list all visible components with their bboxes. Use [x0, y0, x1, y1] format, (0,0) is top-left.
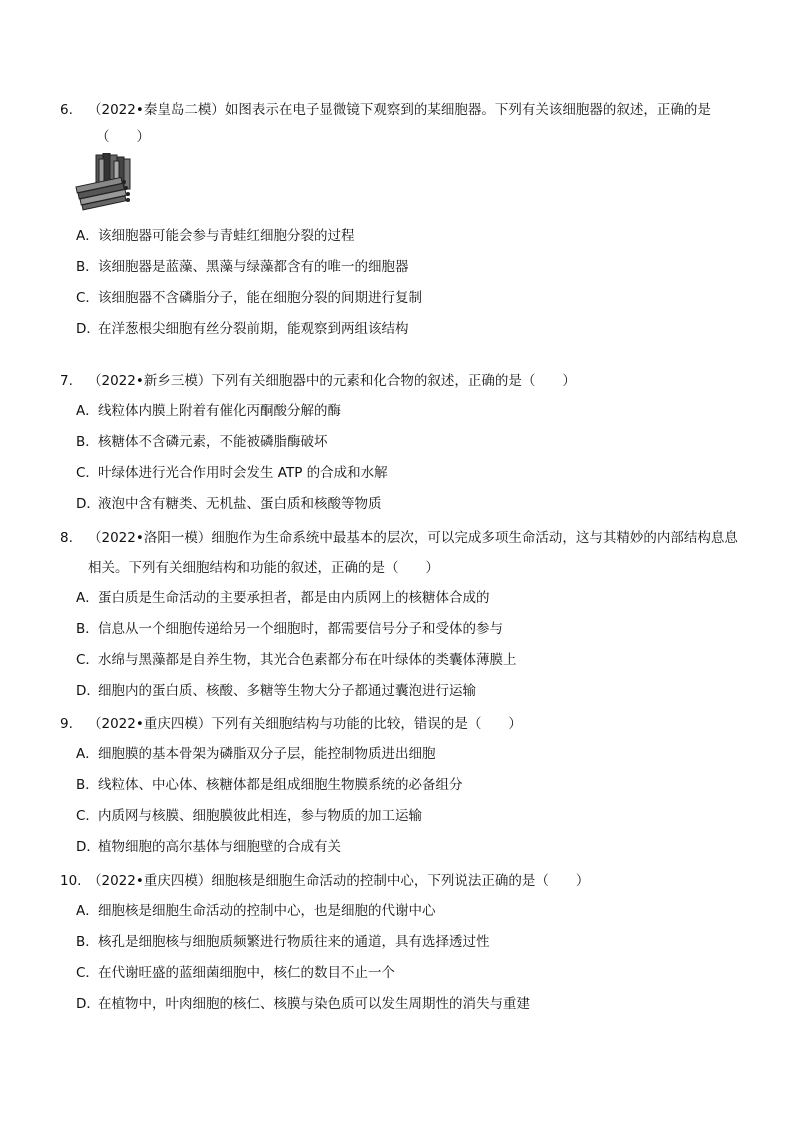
- option-text: 水绵与黑藻都是自养生物，其光合色素都分布在叶绿体的类囊体薄膜上: [98, 652, 517, 668]
- option-text: 液泡中含有糖类、无机盐、蛋白质和核酸等物质: [98, 496, 382, 512]
- question-text: （2022•秦皇岛二模）如图表示在电子显微镜下观察到的某细胞器。下列有关该细胞器的叙述，正确的是: [88, 102, 711, 118]
- option-text: 该细胞器是蓝藻、黑藻与绿藻都含有的唯一的细胞器: [98, 259, 409, 275]
- option-letter: D．: [76, 839, 100, 855]
- question-9: [60, 709, 740, 863]
- option-text: 核糖体不含磷元素，不能被磷脂酶破坏: [98, 434, 328, 450]
- option-letter: B．: [76, 621, 99, 637]
- question-text: （2022•洛阳一模）细胞作为生命系统中最基本的层次，可以完成多项生命活动，这与其精妙的内部结构息息相关。下列有关细胞结构和功能的叙述，正确的是（ ）: [88, 530, 738, 576]
- option-b: [60, 427, 740, 458]
- option-text: 核孔是细胞核与细胞质频繁进行物质往来的通道，具有选择透过性: [98, 934, 490, 950]
- option-letter: A．: [76, 403, 99, 419]
- option-c: [60, 801, 740, 832]
- option-c: [60, 958, 740, 989]
- option-letter: D．: [76, 683, 100, 699]
- question-number: 6.: [60, 102, 73, 118]
- option-text: 细胞核是细胞生命活动的控制中心，也是细胞的代谢中心: [98, 903, 436, 919]
- option-d: [60, 832, 740, 863]
- option-letter: A．: [76, 590, 99, 606]
- option-letter: D．: [76, 496, 100, 512]
- option-letter: B．: [76, 434, 99, 450]
- question-stem: [60, 95, 740, 125]
- option-b: [60, 614, 740, 645]
- question-stem: [60, 709, 740, 739]
- option-text: 内质网与核膜、细胞膜彼此相连，参与物质的加工运输: [98, 808, 422, 824]
- option-letter: A．: [76, 746, 99, 762]
- question-stem: [60, 866, 740, 896]
- question-8: [60, 523, 740, 707]
- option-letter: D．: [76, 996, 100, 1012]
- question-text: （2022•重庆四模）细胞核是细胞生命活动的控制中心，下列说法正确的是（ ）: [88, 873, 590, 889]
- question-stem: [60, 523, 740, 583]
- question-text: （2022•重庆四模）下列有关细胞结构与功能的比较，错误的是（ ）: [88, 716, 522, 732]
- option-a: [60, 396, 740, 427]
- option-d: [60, 989, 740, 1020]
- question-7: [60, 366, 740, 520]
- option-letter: B．: [76, 934, 99, 950]
- question-10: [60, 866, 740, 1020]
- question-6: [60, 95, 740, 345]
- option-a: [60, 583, 740, 614]
- option-text: 该细胞器可能会参与青蛙红细胞分裂的过程: [98, 228, 355, 244]
- option-text: 该细胞器不含磷脂分子，能在细胞分裂的间期进行复制: [98, 290, 422, 306]
- option-letter: B．: [76, 777, 99, 793]
- question-number: 9.: [60, 716, 73, 732]
- option-text: 植物细胞的高尔基体与细胞壁的合成有关: [98, 839, 341, 855]
- option-letter: A．: [76, 228, 99, 244]
- question-number: 7.: [60, 373, 73, 389]
- option-c: [60, 645, 740, 676]
- option-b: [60, 252, 740, 283]
- option-c: [60, 458, 740, 489]
- option-b: [60, 770, 740, 801]
- option-text: 细胞膜的基本骨架为磷脂双分子层，能控制物质进出细胞: [98, 746, 436, 762]
- question-number: 8.: [60, 530, 73, 546]
- option-letter: C．: [76, 652, 99, 668]
- question-text: （2022•新乡三模）下列有关细胞器中的元素和化合物的叙述，正确的是（ ）: [88, 373, 576, 389]
- option-text: 线粒体内膜上附着有催化丙酮酸分解的酶: [98, 403, 341, 419]
- option-a: [60, 896, 740, 927]
- option-c: [60, 283, 740, 314]
- option-d: [60, 676, 740, 707]
- option-text: 线粒体、中心体、核糖体都是组成细胞生物膜系统的必备组分: [98, 777, 463, 793]
- option-text: 叶绿体进行光合作用时会发生 ATP 的合成和水解: [98, 465, 388, 481]
- option-letter: D．: [76, 321, 100, 337]
- answer-parenthesis: （ ）: [96, 129, 150, 145]
- option-text: 信息从一个细胞传递给另一个细胞时，都需要信号分子和受体的参与: [98, 621, 503, 637]
- option-b: [60, 927, 740, 958]
- option-d: [60, 489, 740, 520]
- question-stem: [60, 366, 740, 396]
- question-number: 10.: [60, 873, 82, 889]
- option-letter: B．: [76, 259, 99, 275]
- option-a: [60, 739, 740, 770]
- option-d: [60, 314, 740, 345]
- option-text: 在洋葱根尖细胞有丝分裂前期，能观察到两组该结构: [98, 321, 409, 337]
- option-text: 在植物中，叶肉细胞的核仁、核膜与染色质可以发生周期性的消失与重建: [98, 996, 530, 1012]
- option-text: 蛋白质是生命活动的主要承担者，都是由内质网上的核糖体合成的: [98, 590, 490, 606]
- option-letter: A．: [76, 903, 99, 919]
- option-text: 在代谢旺盛的蓝细菌细胞中，核仁的数目不止一个: [98, 965, 395, 981]
- option-text: 细胞内的蛋白质、核酸、多糖等生物大分子都通过囊泡进行运输: [98, 683, 476, 699]
- option-letter: C．: [76, 965, 99, 981]
- centriole-micrograph-icon: [72, 153, 142, 215]
- option-letter: C．: [76, 808, 99, 824]
- option-letter: C．: [76, 290, 99, 306]
- option-a: [60, 221, 740, 252]
- option-letter: C．: [76, 465, 99, 481]
